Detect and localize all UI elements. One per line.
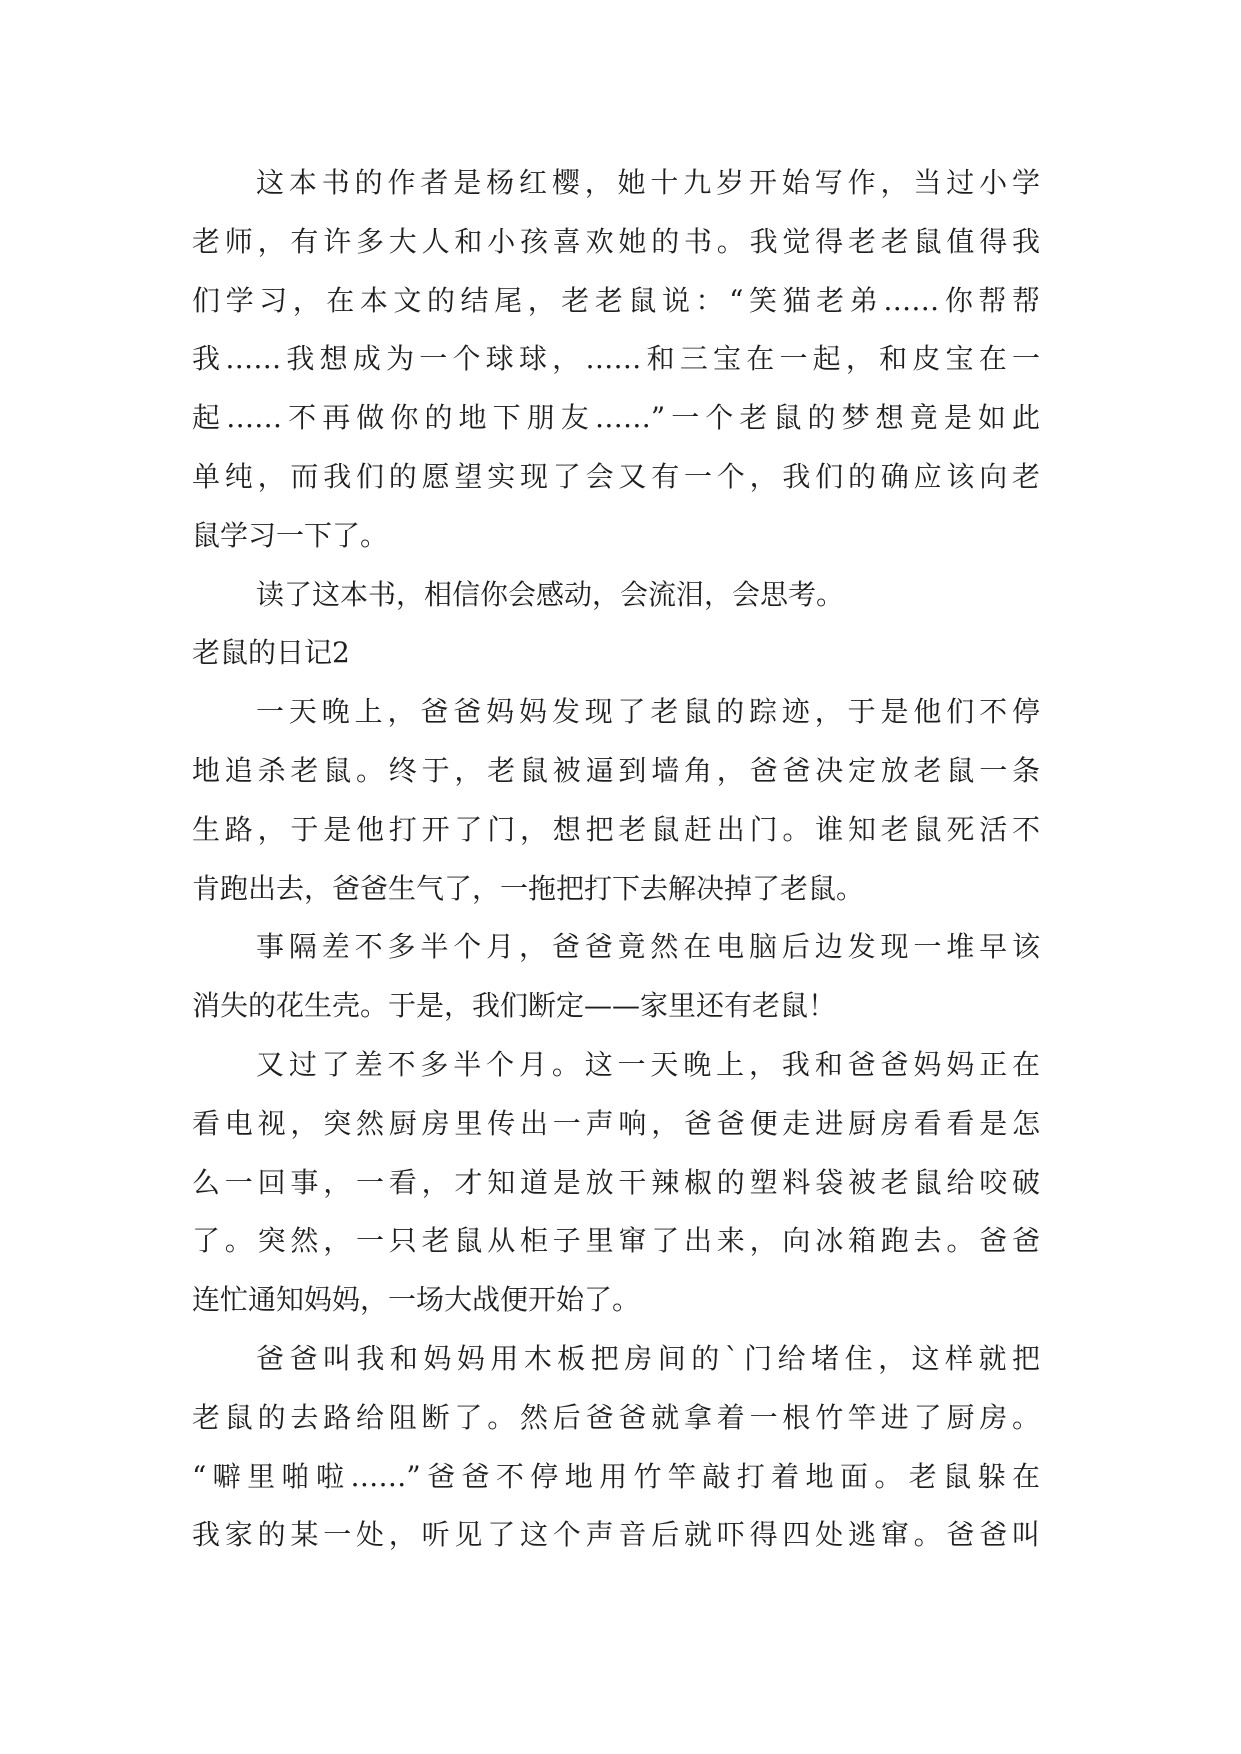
- text-line: 鼠学习一下了。: [192, 518, 389, 552]
- text-line: 读了这本书，相信你会感动，会流泪，会思考。: [256, 577, 845, 611]
- text-line: 消失的花生壳。于是，我们断定——家里还有老鼠！: [192, 989, 837, 1023]
- text-line: 肯跑出去，爸爸生气了，一拖把打下去解决掉了老鼠。: [192, 871, 865, 905]
- text-line: 生路，于是他打开了门，想把老鼠赶出门。谁知老鼠死活不: [192, 812, 1040, 846]
- text-line: 一天晚上，爸爸妈妈发现了老鼠的踪迹，于是他们不停: [256, 695, 1040, 729]
- text-line: 我家的某一处，听见了这个声音后就吓得四处逃窜。爸爸叫: [192, 1518, 1040, 1552]
- text-line: 单纯，而我们的愿望实现了会又有一个，我们的确应该向老: [192, 459, 1040, 493]
- text-line: “噼里啪啦……”爸爸不停地用竹竿敲打着地面。老鼠躲在: [192, 1459, 1040, 1493]
- text-line: 我……我想成为一个球球，……和三宝在一起，和皮宝在一: [192, 342, 1040, 376]
- text-line: 老师，有许多大人和小孩喜欢她的书。我觉得老老鼠值得我: [192, 224, 1040, 258]
- text-line: 事隔差不多半个月，爸爸竟然在电脑后边发现一堆早该: [256, 930, 1040, 964]
- text-line: 连忙通知妈妈，一场大战便开始了。: [192, 1283, 641, 1317]
- paragraph: [192, 154, 1040, 566]
- text-line: 又过了差不多半个月。这一天晚上，我和爸爸妈妈正在: [256, 1047, 1040, 1081]
- body-text: [192, 154, 1040, 1565]
- text-line: 这本书的作者是杨红樱，她十九岁开始写作，当过小学: [256, 166, 1040, 199]
- paragraph: [192, 1036, 1040, 1330]
- text-line: 老鼠的去路给阻断了。然后爸爸就拿着一根竹竿进了厨房。: [192, 1400, 1040, 1434]
- text-line: 了。突然，一只老鼠从柜子里窜了出来，向冰箱跑去。爸爸: [192, 1224, 1040, 1258]
- paragraph: [192, 1330, 1040, 1565]
- text-line: 起……不再做你的地下朋友……”一个老鼠的梦想竟是如此: [192, 401, 1040, 435]
- text-line: 看电视，突然厨房里传出一声响，爸爸便走进厨房看看是怎: [192, 1106, 1040, 1140]
- text-line: 么一回事，一看，才知道是放干辣椒的塑料袋被老鼠给咬破: [192, 1165, 1040, 1199]
- paragraph: [192, 918, 1040, 1036]
- text-line: 地追杀老鼠。终于，老鼠被逼到墙角，爸爸决定放老鼠一条: [192, 753, 1040, 787]
- paragraph: [192, 683, 1040, 918]
- text-line: 们学习，在本文的结尾，老老鼠说：“笑猫老弟……你帮帮: [192, 283, 1040, 317]
- section-title: 老鼠的日记2: [192, 636, 350, 670]
- text-line: 爸爸叫我和妈妈用木板把房间的`门给堵住，这样就把: [256, 1341, 1040, 1375]
- paragraph: [192, 566, 1040, 625]
